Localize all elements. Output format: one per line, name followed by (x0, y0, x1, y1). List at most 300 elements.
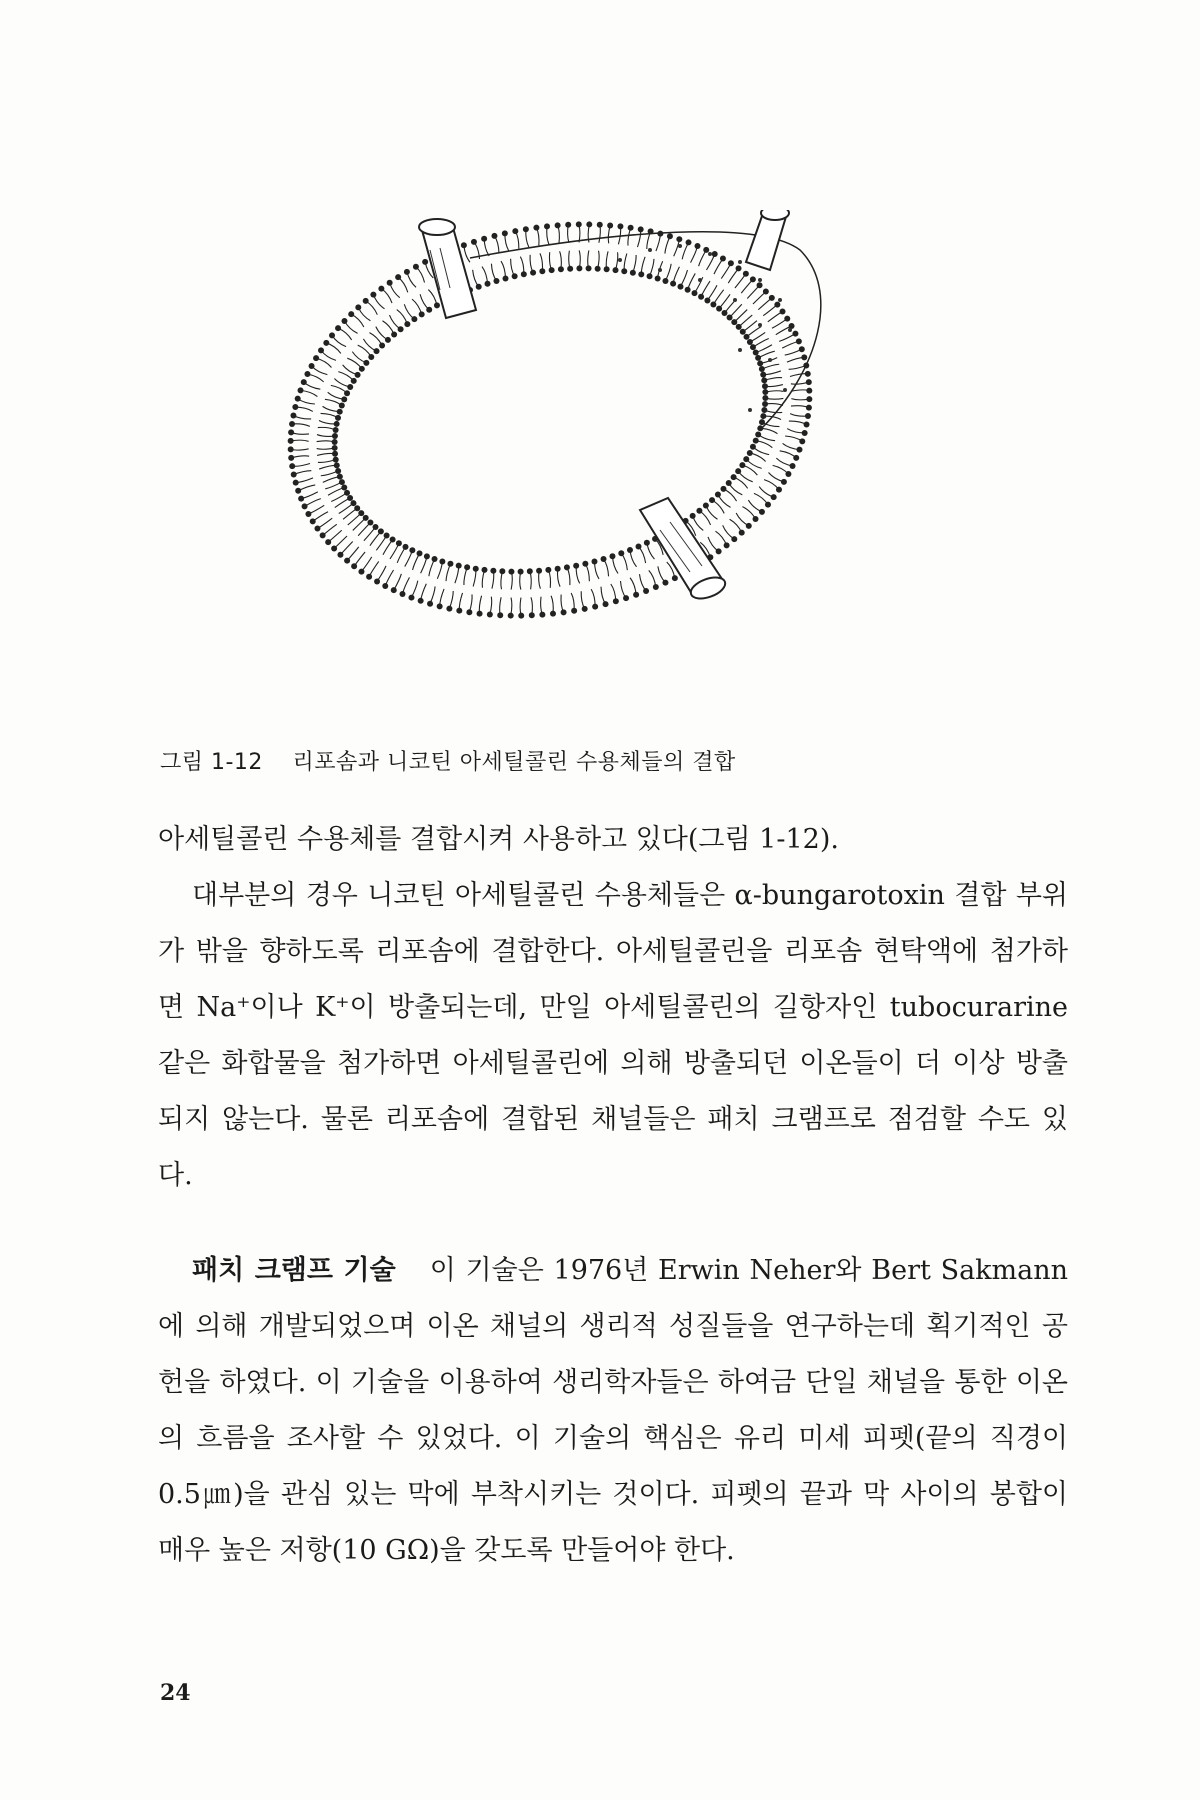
lipid-head (379, 342, 385, 348)
lipid-head (374, 578, 380, 584)
lipid-head (295, 396, 301, 402)
lipid-head (332, 433, 338, 439)
lipid-head (774, 302, 780, 308)
lipid-head (799, 438, 805, 444)
lipid-head (437, 603, 443, 609)
lipid-head (497, 612, 503, 618)
lipid-head (439, 559, 445, 565)
lipid-head (341, 484, 347, 490)
lipid-head (490, 568, 496, 574)
lipid-head (750, 444, 756, 450)
lipid-head (487, 612, 493, 618)
lipid-head (333, 457, 339, 463)
lipid-head (350, 500, 356, 506)
lipid-head (366, 574, 372, 580)
lipid-head (761, 377, 767, 383)
lipid-head (757, 360, 763, 366)
liposome-receptor-figure (240, 210, 960, 730)
lipid-head (638, 226, 644, 232)
lipid-head (411, 316, 417, 322)
lipid-head (318, 347, 324, 353)
lipid-head (799, 346, 805, 352)
lipid-head (721, 310, 727, 316)
lipid-head (555, 222, 561, 228)
lipid-head (301, 379, 307, 385)
lipid-head (618, 550, 624, 556)
lipid-head (398, 326, 404, 332)
lipid-head (591, 559, 597, 565)
lipid-head (309, 363, 315, 369)
lipid-head (806, 379, 812, 385)
lipid-head (351, 563, 357, 569)
membrane-dot (618, 258, 622, 262)
lipid-head (432, 556, 438, 562)
lipid-head (765, 502, 771, 508)
lipid-head (592, 604, 598, 610)
lipid-head (790, 463, 796, 469)
lipid-head (607, 222, 613, 228)
membrane-dot (738, 348, 742, 352)
lipid-head (404, 269, 410, 275)
lipid-head (582, 606, 588, 612)
membrane-dot (783, 388, 787, 392)
figure-caption-text: 리포솜과 니코틴 아세틸콜린 수용체들의 결합 (292, 750, 736, 775)
lipid-head (720, 256, 726, 262)
lipid-head (533, 225, 539, 231)
figure-caption-number: 그림 1-12 (160, 750, 263, 775)
lipid-head (806, 388, 812, 394)
lipid-head (691, 290, 697, 296)
lipid-head (461, 242, 467, 248)
lipid-head (404, 321, 410, 327)
lipid-head (667, 233, 673, 239)
lipid-head (595, 266, 601, 272)
lipid-head (806, 396, 812, 402)
lipid-head (355, 372, 361, 378)
lipid-head (424, 553, 430, 559)
lipid-head (370, 292, 376, 298)
lipid-head (341, 318, 347, 324)
lipid-head (750, 344, 756, 350)
lipid-head (744, 334, 750, 340)
receptor-channel-top-right (746, 210, 789, 270)
membrane-dot (648, 248, 652, 252)
lipid-head (716, 306, 722, 312)
lipid-head (747, 339, 753, 345)
lipid-head (781, 479, 787, 485)
lipid-head (757, 282, 763, 288)
lipid-head (367, 520, 373, 526)
lipid-head (747, 450, 753, 456)
lipid-head (418, 598, 424, 604)
lipid-head (302, 503, 308, 509)
lipid-head (329, 332, 335, 338)
lipid-head (521, 271, 527, 277)
body-text (158, 812, 1068, 1204)
lipid-head (623, 595, 629, 601)
lipid-head (413, 264, 419, 270)
membrane-dot (698, 278, 702, 282)
lipid-head (374, 348, 380, 354)
lipid-head (331, 546, 337, 552)
lipid-head (373, 524, 379, 530)
lipid-head (805, 371, 811, 377)
lipid-head (335, 325, 341, 331)
lipid-head (785, 471, 791, 477)
lipid-head (351, 378, 357, 384)
membrane-dot (768, 358, 772, 362)
lipid-head (769, 295, 775, 301)
lipid-head (571, 608, 577, 614)
lipid-head (359, 366, 365, 372)
lipid-head (628, 225, 634, 231)
lipid-head (391, 587, 397, 593)
lipid-head (677, 284, 683, 290)
lipid-head (627, 547, 633, 553)
lipid-head (344, 490, 350, 496)
membrane-dot (758, 323, 762, 327)
lipid-head (292, 404, 298, 410)
body-text-section (158, 1243, 1068, 1579)
lipid-head (466, 609, 472, 615)
lipid-head (456, 563, 462, 569)
lipid-head (558, 266, 564, 272)
lipid-head (609, 553, 615, 559)
lipid-head (586, 265, 592, 271)
lipid-head (333, 427, 339, 433)
lipid-head (335, 415, 341, 421)
lipid-head (672, 575, 678, 581)
lipid-head (582, 561, 588, 567)
lipid-head (731, 474, 737, 480)
lipid-head (382, 583, 388, 589)
lipid-head (335, 468, 341, 474)
lipid-head (426, 307, 432, 313)
lipid-head (304, 371, 310, 377)
lipid-head (502, 230, 508, 236)
lipid-head (743, 271, 749, 277)
membrane-dot (678, 244, 682, 248)
lipid-head (385, 337, 391, 343)
lipid-head (499, 568, 505, 574)
membrane-dot (778, 298, 782, 302)
lipid-head (313, 355, 319, 361)
lipid-head (477, 611, 483, 617)
lipid-head (793, 455, 799, 461)
lipid-head (363, 298, 369, 304)
lipid-head (332, 451, 338, 457)
lipid-head (731, 319, 737, 325)
lipid-head (545, 567, 551, 573)
lipid-head (332, 439, 338, 445)
lipid-head (743, 456, 749, 462)
lipid-head (704, 297, 710, 303)
lipid-head (539, 268, 545, 274)
lipid-head (512, 273, 518, 279)
lipid-head (481, 236, 487, 242)
lipid-head (771, 494, 777, 500)
paragraph-3 (158, 1243, 1068, 1579)
membrane-dot (738, 260, 742, 264)
lipid-head (456, 608, 462, 614)
lipid-head (715, 492, 721, 498)
lipid-head (503, 275, 509, 281)
section-heading: 패치 크램프 기술 (192, 1255, 396, 1286)
lipid-head (332, 445, 338, 451)
membrane-dot (708, 252, 712, 256)
lipid-head (395, 274, 401, 280)
lipid-head (289, 421, 295, 427)
lipid-head (735, 468, 741, 474)
lipid-head (305, 511, 311, 517)
lipid-head (662, 580, 668, 586)
lipid-head (638, 271, 644, 277)
lipid-head (685, 287, 691, 293)
lipid-head (403, 544, 409, 550)
lipid-head (390, 537, 396, 543)
lipid-head (621, 268, 627, 274)
lipid-head (344, 390, 350, 396)
lipid-head (753, 516, 759, 522)
lipid-head (746, 523, 752, 529)
lipid-head (762, 401, 768, 407)
lipid-head (739, 530, 745, 536)
lipid-head (759, 366, 765, 372)
lipid-head (762, 389, 768, 395)
lipid-head (378, 528, 384, 534)
lipid-head (670, 281, 676, 287)
lipid-head (491, 233, 497, 239)
lipid-head (576, 265, 582, 271)
page-number: 24 (160, 1680, 191, 1706)
lipid-head (427, 601, 433, 607)
lipid-head (762, 395, 768, 401)
lipid-head (446, 606, 452, 612)
lipid-head (573, 563, 579, 569)
lipid-head (387, 280, 393, 286)
lipid-head (796, 447, 802, 453)
lipid-head (493, 278, 499, 284)
lipid-head (539, 612, 545, 618)
lipid-head (703, 247, 709, 253)
lipid-head (712, 251, 718, 257)
lipid-head (334, 421, 340, 427)
lipid-head (564, 564, 570, 570)
lipid-head (753, 438, 759, 444)
lipid-head (354, 505, 360, 511)
lipid-head (755, 431, 761, 437)
lipid-head (288, 446, 294, 452)
membrane-dot (758, 278, 762, 282)
lipid-head (736, 265, 742, 271)
lipid-head (603, 601, 609, 607)
lipid-head (727, 314, 733, 320)
lipid-head (710, 301, 716, 307)
lipid-head (310, 518, 316, 524)
lipid-head (763, 288, 769, 294)
lipid-head (447, 561, 453, 567)
lipid-head (337, 552, 343, 558)
lipid-head (325, 539, 331, 545)
lipid-head (481, 567, 487, 573)
liposome-bilayer (288, 221, 813, 618)
lipid-head (750, 276, 756, 282)
paragraph-2: 대부분의 경우 니코틴 아세틸콜린 수용체들은 α-bungarotoxin 결합 부위가 밖을 향하도록 리포솜에 결합한다. 아세틸콜린을 리포솜 현탁액에 첨가하면 Na⁺이나 K⁺이 방출되는데, 만일 아세틸콜린의 길항자인 tubocurarine 같은 화합물을 첨가하면 아세틸콜린에 의해 방출되던 이온들이 더 이상 방출되지 않는다. 물론 리포솜에 결합된 채널들은 패치 크램프로 점검할 수도 있다. (158, 880, 1068, 1191)
lipid-head (716, 548, 722, 554)
lipid-head (762, 383, 768, 389)
lipid-head (755, 355, 761, 361)
membrane-dot (733, 298, 737, 302)
lipid-head (636, 544, 642, 550)
lipid-head (419, 311, 425, 317)
lipid-head (473, 566, 479, 572)
lipid-head (288, 429, 294, 435)
lipid-head (731, 536, 737, 542)
lipid-head (561, 609, 567, 615)
lipid-head (391, 332, 397, 338)
lipid-head (291, 471, 297, 477)
lipid-head (604, 266, 610, 272)
lipid-head (728, 260, 734, 266)
lipid-head (508, 613, 514, 619)
lipid-head (686, 239, 692, 245)
lipid-head (298, 496, 304, 502)
lipid-head (760, 413, 766, 419)
lipid-head (363, 360, 369, 366)
lipid-head (485, 281, 491, 287)
lipid-head (320, 532, 326, 538)
paragraph-1: 아세틸콜린 수용체를 결합시켜 사용하고 있다(그림 1-12). (158, 824, 839, 855)
lipid-head (288, 455, 294, 461)
lipid-head (724, 542, 730, 548)
lipid-head (550, 611, 556, 617)
lipid-head (630, 270, 636, 276)
lipid-head (384, 533, 390, 539)
lipid-head (337, 409, 343, 415)
lipid-head (396, 540, 402, 546)
lipid-head (289, 463, 295, 469)
lipid-head (348, 311, 354, 317)
membrane-dot (788, 328, 792, 332)
lipid-head (601, 556, 607, 562)
lipid-head (544, 223, 550, 229)
lipid-head (334, 462, 340, 468)
lipid-head (339, 403, 345, 409)
lipid-head (549, 267, 555, 273)
lipid-head (422, 259, 428, 265)
lipid-head (736, 324, 742, 330)
lipid-head (344, 558, 350, 564)
lipid-head (288, 438, 294, 444)
lipid-head (695, 243, 701, 249)
lipid-head (653, 584, 659, 590)
lipid-head (417, 550, 423, 556)
lipid-head (508, 569, 514, 575)
lipid-head (709, 497, 715, 503)
lipid-head (696, 508, 702, 514)
lipid-head (293, 480, 299, 486)
lipid-head (355, 304, 361, 310)
lipid-head (617, 223, 623, 229)
lipid-head (753, 350, 759, 356)
lipid-head (565, 222, 571, 228)
lipid-head (358, 510, 364, 516)
lipid-head (527, 568, 533, 574)
lipid-head (434, 302, 440, 308)
lipid-head (806, 405, 812, 411)
lipid-head (471, 239, 477, 245)
lipid-head (368, 354, 374, 360)
lipid-head (740, 329, 746, 335)
lipid-head (703, 502, 709, 508)
lipid-head (555, 566, 561, 572)
membrane-dot (658, 268, 662, 272)
lipid-head (676, 236, 682, 242)
lipid-head (613, 598, 619, 604)
lipid-head (298, 387, 304, 393)
lipid-head (792, 331, 798, 337)
lipid-head (290, 412, 296, 418)
lipid-head (567, 266, 573, 272)
lipid-head (647, 273, 653, 279)
lipid-head (523, 226, 529, 232)
lipid-head (776, 487, 782, 493)
lipid-head (347, 384, 353, 390)
lipid-head (597, 222, 603, 228)
lipid-head (720, 486, 726, 492)
lipid-head (295, 488, 301, 494)
lipid-head (644, 540, 650, 546)
lipid-head (759, 509, 765, 515)
lipid-head (662, 278, 668, 284)
lipid-head (796, 338, 802, 344)
lipid-head (643, 588, 649, 594)
lipid-head (576, 221, 582, 227)
lipid-head (339, 479, 345, 485)
lipid-head (518, 569, 524, 575)
lipid-head (633, 592, 639, 598)
lipid-head (323, 340, 329, 346)
lipid-head (341, 396, 347, 402)
lipid-head (784, 316, 790, 322)
lipid-head (476, 284, 482, 290)
lipid-head (347, 495, 353, 501)
lipid-head (512, 228, 518, 234)
lipid-head (518, 613, 524, 619)
lipid-head (314, 525, 320, 531)
lipid-head (801, 354, 807, 360)
membrane-dot (748, 408, 752, 412)
lipid-head (464, 564, 470, 570)
lipid-head (409, 547, 415, 553)
lipid-head (399, 591, 405, 597)
lipid-head (358, 569, 364, 575)
lipid-head (761, 407, 767, 413)
lipid-head (530, 270, 536, 276)
lipid-head (739, 462, 745, 468)
lipid-head (802, 430, 808, 436)
lipid-head (726, 480, 732, 486)
lipid-head (698, 294, 704, 300)
lipid-head (613, 267, 619, 273)
lipid-head (760, 372, 766, 378)
lipid-head (780, 309, 786, 315)
lipid-head (363, 515, 369, 521)
lipid-head (759, 419, 765, 425)
lipid-head (536, 568, 542, 574)
lipid-head (337, 474, 343, 480)
lipid-head (804, 422, 810, 428)
